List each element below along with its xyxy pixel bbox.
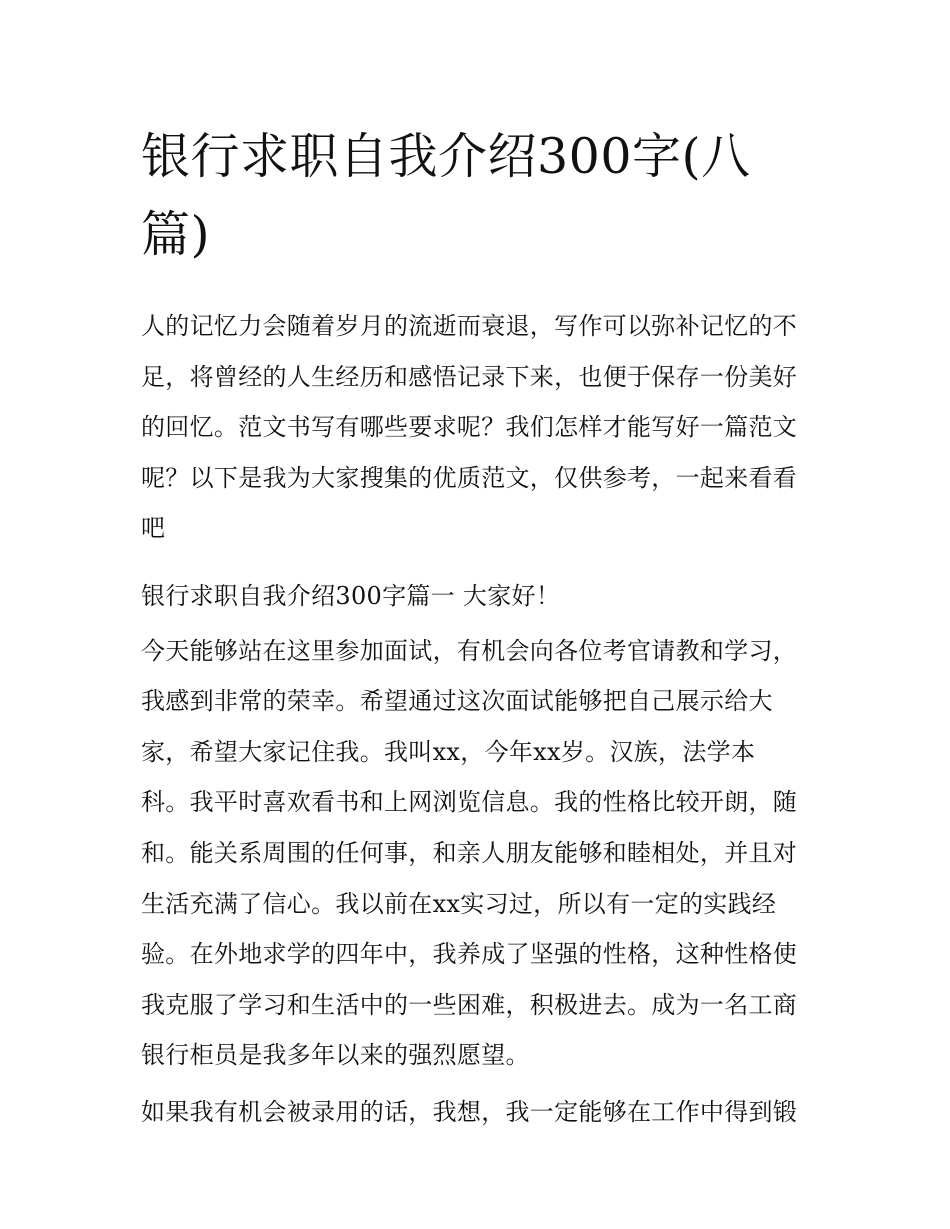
text-line: 我克服了学习和生活中的一些困难，积极进去。成为一名工商 <box>141 990 798 1019</box>
text-line: 的回忆。范文书写有哪些要求呢？我们怎样才能写好一篇范文 <box>141 413 798 442</box>
text-line: 足，将曾经的人生经历和感悟记录下来，也便于保存一份美好 <box>141 362 798 391</box>
text-line: 生活充满了信心。我以前在xx实习过，所以有一定的实践经 <box>141 889 777 918</box>
document-title <box>141 118 781 274</box>
body-paragraph <box>141 1087 813 1138</box>
section-heading-paragraph <box>141 571 813 622</box>
text-line: 和。能关系周围的任何事，和亲人朋友能够和睦相处，并且对 <box>141 838 798 867</box>
text-line: 今天能够站在这里参加面试，有机会向各位考官请教和学习， <box>141 636 798 665</box>
text-line: 我感到非常的荣幸。希望通过这次面试能够把自己展示给大 <box>141 687 773 716</box>
text-line: 人的记忆力会随着岁月的流逝而衰退，写作可以弥补记忆的不 <box>141 312 798 340</box>
text-line: 银行求职自我介绍300字篇一 大家好！ <box>141 581 561 610</box>
text-line: 科。我平时喜欢看书和上网浏览信息。我的性格比较开朗，随 <box>141 788 798 817</box>
text-line: 家，希望大家记住我。我叫xx，今年xx岁。汉族，法学本 <box>141 737 756 766</box>
title-line: 银行求职自我介绍300字(八 <box>141 128 751 185</box>
text-line: 验。在外地求学的四年中，我养成了坚强的性格，这种性格使 <box>141 940 798 969</box>
text-line: 如果我有机会被录用的话，我想，我一定能够在工作中得到锻 <box>141 1097 798 1126</box>
text-line: 呢？以下是我为大家搜集的优质范文，仅供参考，一起来看看 <box>141 463 798 492</box>
text-line: 银行柜员是我多年以来的强烈愿望。 <box>141 1041 530 1070</box>
document-content <box>141 118 813 1138</box>
body-paragraph <box>141 626 813 1081</box>
intro-paragraph <box>141 301 813 554</box>
title-line: 篇) <box>141 206 211 263</box>
text-line: 吧 <box>141 514 166 543</box>
